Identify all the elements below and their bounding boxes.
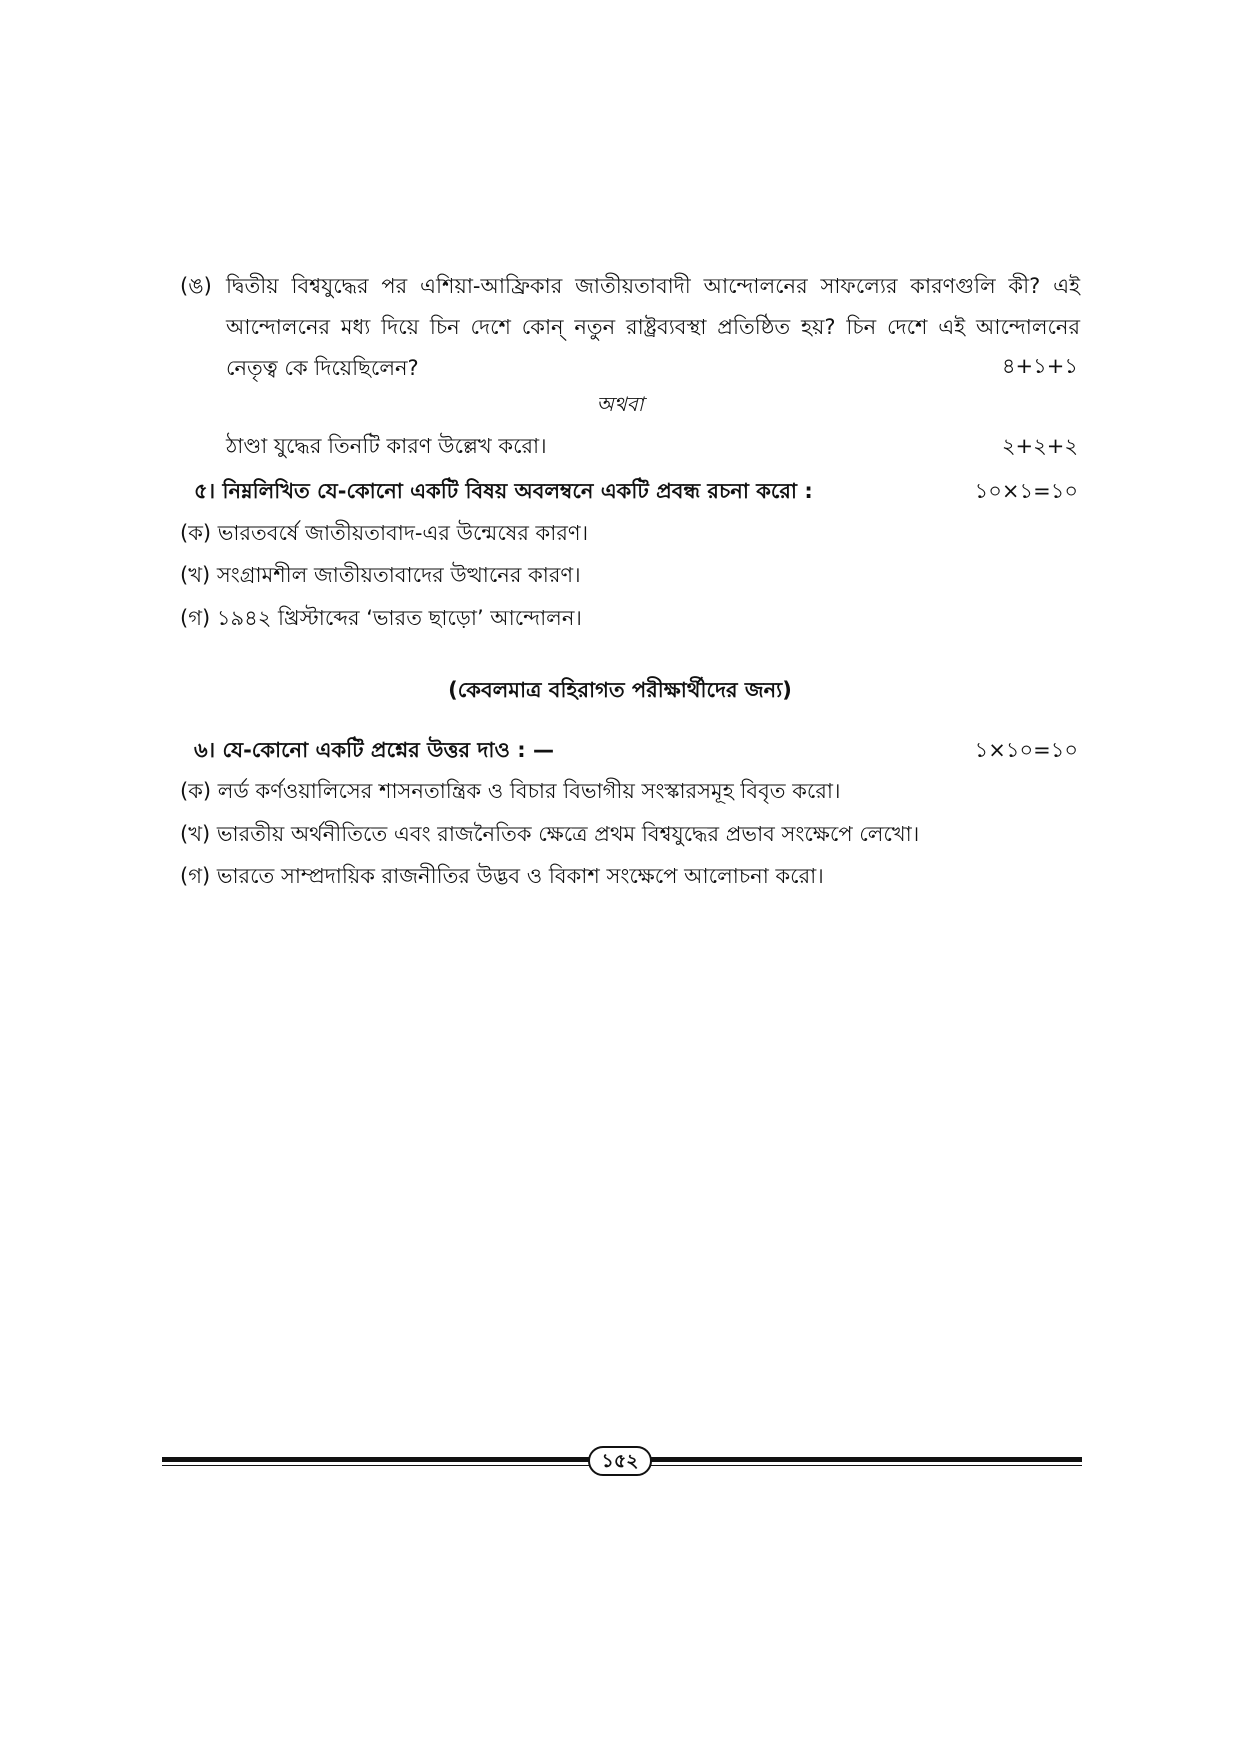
question-5-heading: ৫। নিম্নলিখিত যে-কোনো একটি বিষয় অবলম্বনে একটি প্রবন্ধ রচনা করো : xyxy=(194,479,813,503)
question-5-option-b: (খ) সংগ্রামশীল জাতীয়তাবাদের উত্থানের কারণ। xyxy=(180,563,581,587)
page-number: ১৫২ xyxy=(588,1446,652,1476)
or-label: অথবা xyxy=(596,392,644,416)
question-4e-text: দ্বিতীয় বিশ্বযুদ্ধের পর এশিয়া-আফ্রিকার জাতীয়তাবাদী আন্দোলনের সাফল্যের কারণগুলি কী? এই আন্দোলনের মধ্য দিয়ে চিন দেশে কোন্ নতুন রাষ্ট্রব্যবস্থা প্রতিষ্ঠিত হয়? চিন দেশে এই আন্দোলনের নেতৃত্ব কে দিয়েছিলেন? xyxy=(226,274,1080,380)
question-4e-alt-text: ঠাণ্ডা যুদ্ধের তিনটি কারণ উল্লেখ করো। xyxy=(226,434,547,458)
question-4e-alt-marks: ২+২+২ xyxy=(1001,434,1078,458)
question-4e-marks: ৪+১+১ xyxy=(1001,354,1078,378)
question-4e-number: (ঙ) xyxy=(180,274,212,298)
question-6-heading: ৬। যে-কোনো একটি প্রশ্নের উত্তর দাও : — xyxy=(194,738,554,762)
section-title: (কেবলমাত্র বহিরাগত পরীক্ষার্থীদের জন্য) xyxy=(448,678,792,702)
question-6-option-c: (গ) ভারতে সাম্প্রদায়িক রাজনীতির উদ্ভব ও বিকাশ সংক্ষেপে আলোচনা করো। xyxy=(180,864,824,888)
question-5-option-c: (গ) ১৯৪২ খ্রিস্টাব্দের ‘ভারত ছাড়ো’ আন্দোলন। xyxy=(180,606,582,630)
question-6-marks: ১×১০=১০ xyxy=(974,738,1078,762)
question-4e xyxy=(180,272,1080,395)
question-5-option-a: (ক) ভারতবর্ষে জাতীয়তাবাদ-এর উন্মেষের কারণ। xyxy=(180,521,589,545)
question-6-option-a: (ক) লর্ড কর্ণওয়ালিসের শাসনতান্ত্রিক ও বিচার বিভাগীয় সংস্কারসমূহ বিবৃত করো। xyxy=(180,779,841,803)
question-5-marks: ১০×১=১০ xyxy=(974,479,1078,503)
question-6-option-b: (খ) ভারতীয় অর্থনীতিতে এবং রাজনৈতিক ক্ষেত্রে প্রথম বিশ্বযুদ্ধের প্রভাব সংক্ষেপে লেখো। xyxy=(180,822,920,846)
